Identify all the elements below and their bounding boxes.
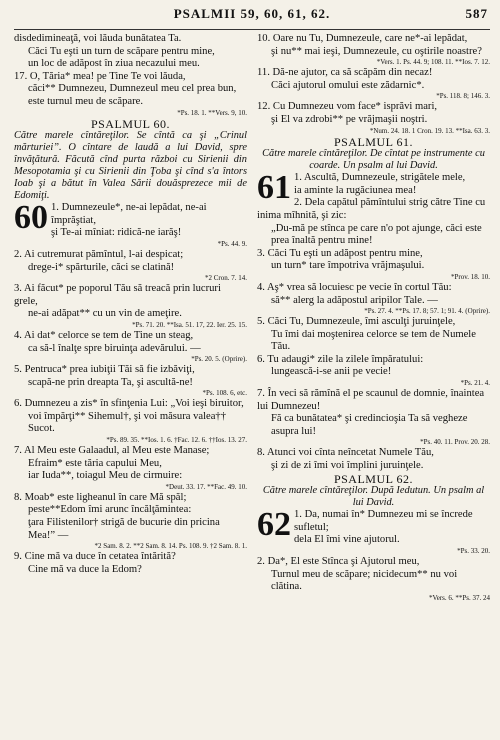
verse <box>257 67 490 80</box>
psalm-heading <box>257 473 490 486</box>
line-text: 10. Oare nu Tu, Dumnezeule, care ne*-ai lepădat, <box>257 33 468 44</box>
text-columns <box>14 33 490 603</box>
verse <box>14 551 247 564</box>
footnote <box>14 542 247 551</box>
line-text: *Deut. 33. 17. **Fac. 49. 10. <box>165 482 247 491</box>
verse <box>14 249 247 262</box>
line-text: 5. Pentruca* prea iubiţii Tăi să fie izbăviţi, <box>14 364 195 376</box>
line-text: PSALMUL 61. <box>333 134 414 149</box>
line-text: *Vers. 6. **Ps. 37. 24 <box>428 593 490 602</box>
line-text: un turn* tare împotriva vrăjmaşului. <box>271 260 425 272</box>
verse <box>14 227 247 240</box>
verse <box>14 262 247 275</box>
line-text: Căci Tu eşti un turn de scăpare pentru mine, <box>28 45 215 57</box>
line-text: 11. Dă-ne ajutor, ca să scăpăm din necaz! <box>257 67 433 79</box>
verse <box>257 185 490 198</box>
line-text: *Ps. 89. 35. **Ios. 1. 6. †Fac. 12. 6. ††Ios. 13. 27. <box>106 436 247 445</box>
verse <box>14 46 247 59</box>
psalm-heading <box>257 136 490 149</box>
verse <box>14 411 247 436</box>
verse <box>14 398 247 411</box>
line-text: ţara Filistenilor† strigă de bucurie din pricina Mea!” — <box>28 517 220 541</box>
line-text: un loc de adăpost în ziua necazului meu. <box>28 58 200 70</box>
footnote <box>257 547 490 556</box>
verse <box>257 366 490 379</box>
line-text: Către marele cîntăreţilor. De cîntat pe instrumente cu coarde. Un psalm al lui David. <box>262 148 485 172</box>
line-text: *Ps. 27. 4. **Ps. 17. 8; 57. 1; 91. 4. (Oprire). <box>364 307 490 316</box>
footnote <box>14 321 247 330</box>
line-text: şi Te-ai mîniat: ridică-ne iarăş! <box>51 227 182 239</box>
verse <box>257 354 490 367</box>
verse <box>14 343 247 356</box>
running-title: PSALMII 59, 60, 61, 62. <box>173 6 331 21</box>
line-text: ca să-l înalţe spre biruinţa adevărului. — <box>28 342 201 354</box>
verse <box>14 283 247 308</box>
verse <box>14 308 247 321</box>
line-text: *Ps. 40. 11. Prov. 20. 28. <box>420 438 490 447</box>
line-text: *Vers. 1. Ps. 44. 9; 108. 11. **Ios. 7. 12. <box>376 58 490 67</box>
line-text: Efraim* este tăria capului Meu, <box>28 457 162 469</box>
footnote <box>14 436 247 445</box>
line-text: lungească-i-se anii pe vecie! <box>271 366 392 378</box>
line-text: *Ps. 33. 20. <box>457 547 490 555</box>
verse <box>257 447 490 460</box>
psalm-number: 60 <box>14 199 48 237</box>
verse <box>257 223 490 248</box>
line-text: 7. Al Meu este Galaadul, al Meu este Manase; <box>14 445 210 457</box>
verse <box>257 46 490 59</box>
verse <box>257 556 490 569</box>
line-text: *Ps. 108. 6, etc. <box>202 389 247 398</box>
verse <box>257 114 490 127</box>
line-text: Turnul meu de scăpare; nicidecum** nu voi clătina. <box>271 568 458 593</box>
line-text: 1. Ascultă, Dumnezeule, strigătele mele, <box>294 172 466 184</box>
header-rule <box>14 29 490 30</box>
line-text: căci** Dumnezeu, Dumnezeul meu cel prea bun, este turnul meu de scăpare. <box>28 83 237 107</box>
line-text: disdedimineaţă, voi lăuda bunătatea Ta. <box>14 33 182 44</box>
verse <box>257 248 490 261</box>
footnote <box>14 483 247 492</box>
line-text: PSALMUL 62. <box>333 471 414 486</box>
line-text: 17. O, Tăria* mea! pe Tine Te voi lăuda, <box>14 70 186 82</box>
line-text: Căci ajutorul omului este zădarnic*. <box>271 79 425 91</box>
line-text: 2. Dela capătul pămîntului strig către Tine cu inima mîhnită, şi zic: <box>257 197 486 221</box>
verse <box>257 260 490 273</box>
line-text: 2. Da*, El este Stînca şi Ajutorul meu, <box>257 556 420 567</box>
verse <box>14 564 247 577</box>
verse <box>257 534 490 547</box>
verse <box>257 413 490 438</box>
line-text: Cine mă va duce la Edom? <box>28 563 142 575</box>
psalm-superscription <box>257 485 490 509</box>
line-text: şi zi de zi îmi voi împlini juruinţele. <box>271 460 424 472</box>
psalm-number: 62 <box>257 506 291 544</box>
footnote <box>257 594 490 603</box>
line-text: 3. Căci Tu eşti un adăpost pentru mine, <box>257 247 423 259</box>
verse <box>14 517 247 542</box>
verse <box>14 445 247 458</box>
line-text: şi El va zdrobi** pe vrăjmaşii noştri. <box>271 113 428 125</box>
line-text: 8. Atunci voi cînta neîncetat Numele Tău, <box>257 447 434 459</box>
line-text: 6. Tu adaugi* zile la zilele împăratului: <box>257 353 424 365</box>
page-number: 587 <box>465 6 488 21</box>
line-text: 4. Aş* vrea să locuiesc pe vecie în cortul Tău: <box>257 281 452 293</box>
line-text: *Ps. 44. 9. <box>217 239 247 248</box>
psalm-superscription <box>14 130 247 202</box>
line-text: 4. Ai dat* celorce se tem de Tine un steag, <box>14 329 194 341</box>
line-text: „Du-mă pe stînca pe care n'o pot ajunge, căci este prea înaltă pentru mine! <box>271 222 482 247</box>
footnote <box>257 307 490 316</box>
line-text: ia aminte la rugăciunea mea! <box>294 184 417 196</box>
line-text: Tu îmi dai moştenirea celorce se tem de Numele Tău. <box>271 328 476 353</box>
line-text: 7. În veci să rămînă el pe scaunul de domnie, înaintea lui Dumnezeu! <box>257 388 485 412</box>
line-text: *Ps. 118. 8; 146. 3. <box>436 92 490 101</box>
line-text: *2 Sam. 8. 2. **2 Sam. 8. 14. Ps. 108. 9. †2 Sam. 8. 1. <box>94 542 247 551</box>
line-text: Către marele cîntăreţilor. Se cîntă ca şi „Crinul mărturiei”. O cîntare de laudă a lui David, spre învăţătură. Făcută cînd purta război cu Sirienii din Mesopotamia şi cu Sirienii din Ţoba şi cînd s'a întors Ioab şi a bătut în Valea Sării douăsprezece mii de Edomiţi. <box>14 130 247 202</box>
verse <box>14 33 247 46</box>
line-text: *2 Cron. 7. 14. <box>205 274 247 283</box>
line-text: Fă ca bunătatea* şi credincioşia Ta să vegheze asupra lui! <box>271 413 468 437</box>
footnote <box>14 355 247 364</box>
line-text: 6. Dumnezeu a zis* în sfinţenia Lui: „Voi ieşi biruitor, <box>14 398 244 410</box>
psalm-superscription <box>257 148 490 172</box>
verse <box>14 330 247 343</box>
line-text: *Ps. 71. 20. **Isa. 51. 17, 22. Ier. 25. 15. <box>132 320 247 329</box>
line-text: *Ps. 18. 1. **Vers. 9, 10. <box>177 108 247 117</box>
line-text: *Ps. 21. 4. <box>460 379 490 388</box>
line-text: 9. Cine mă va duce în cetatea întărită? <box>14 551 176 563</box>
line-text: 12. Cu Dumnezeu vom face* isprăvi mari, <box>257 101 438 113</box>
verse <box>14 504 247 517</box>
verse <box>257 80 490 93</box>
footnote <box>257 58 490 67</box>
verse <box>14 470 247 483</box>
verse <box>257 329 490 354</box>
footnote <box>14 274 247 283</box>
footnote <box>257 273 490 282</box>
line-text: voi împărţi** Sihemul†, şi voi măsura valea†† Sucot. <box>28 410 227 435</box>
line-text: *Ps. 20. 5. (Oprire). <box>191 355 247 364</box>
line-text: şi nu** mai ieşi, Dumnezeule, cu oştirile noastre? <box>271 45 482 57</box>
verse <box>14 458 247 471</box>
line-text: 3. Ai făcut* pe poporul Tău să treacă prin lucruri grele, <box>14 283 221 307</box>
footnote <box>257 92 490 101</box>
verse <box>257 197 490 222</box>
line-text: 5. Căci Tu, Dumnezeule, îmi asculţi juruinţele, <box>257 316 456 328</box>
line-text: 8. Moab* este ligheanul în care Mă spăl; <box>14 491 187 503</box>
verse <box>14 492 247 505</box>
right-column <box>257 33 490 603</box>
line-text: scapă-ne prin dreapta Ta, şi ascultă-ne! <box>28 376 193 388</box>
line-text: dela El îmi vine ajutorul. <box>294 534 400 546</box>
verse <box>14 364 247 377</box>
footnote <box>14 389 247 398</box>
footnote <box>14 240 247 249</box>
page-header <box>14 6 490 26</box>
line-text: să** alerg la adăpostul aripilor Tale. — <box>271 294 438 306</box>
verse <box>14 71 247 84</box>
line-text: drege-i* spărturile, căci se clatină! <box>28 261 175 273</box>
psalm-heading <box>14 118 247 131</box>
line-text: 1. Da, numai în* Dumnezeu mi se încrede sufletul; <box>294 509 473 533</box>
verse <box>257 316 490 329</box>
verse <box>257 33 490 46</box>
verse <box>257 295 490 308</box>
line-text: peste**Edom îmi arunc încălţămintea: <box>28 504 192 516</box>
left-column <box>14 33 247 603</box>
line-text: PSALMUL 60. <box>90 116 171 131</box>
line-text: 2. Ai cutremurat pămîntul, l-ai despicat; <box>14 248 184 260</box>
line-text: *Num. 24. 18. 1 Cron. 19. 13. **Isa. 63. 3. <box>369 126 490 135</box>
line-text: Către marele cîntăreţilor. După Iedutun. Un psalm al lui David. <box>262 485 485 509</box>
verse <box>257 388 490 413</box>
verse <box>257 101 490 114</box>
footnote <box>257 438 490 447</box>
line-text: *Prov. 18. 10. <box>450 272 490 281</box>
verse <box>257 282 490 295</box>
verse <box>14 377 247 390</box>
psalm-number: 61 <box>257 169 291 207</box>
line-text: iar Iuda**, toiagul Meu de cirmuire: <box>28 470 183 482</box>
verse <box>14 83 247 108</box>
line-text: 1. Dumnezeule*, ne-ai lepădat, ne-ai împrăştiat, <box>51 202 207 226</box>
footnote <box>257 379 490 388</box>
verse <box>14 58 247 71</box>
line-text: ne-ai adăpat** cu un vin de ameţire. <box>28 308 182 320</box>
verse <box>257 569 490 594</box>
